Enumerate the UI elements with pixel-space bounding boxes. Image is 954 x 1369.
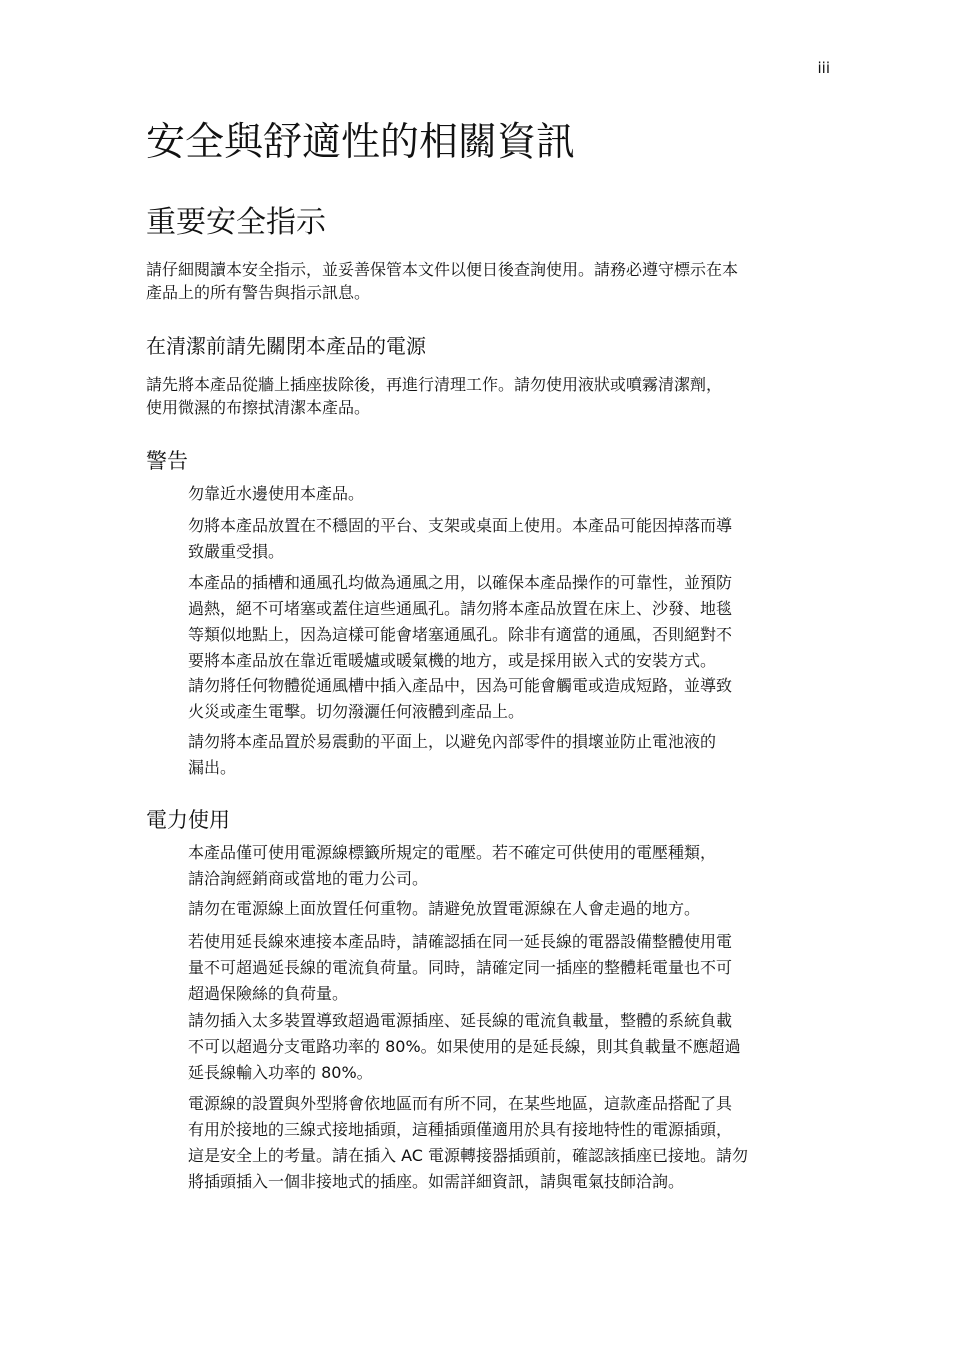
warning-line: 致嚴重受損。 — [188, 542, 285, 561]
warning-line: 要將本產品放在靠近電暖爐或暖氣機的地方，或是採用嵌入式的安裝方式。 — [188, 651, 717, 670]
power-line: 有用於接地的三線式接地插頭，這種插頭僅適用於具有接地特性的電源插頭， — [188, 1120, 733, 1139]
power-line: 請勿在電源線上面放置任何重物。請避免放置電源線在人會走過的地方。 — [188, 899, 701, 918]
power-item — [188, 840, 838, 892]
power-item — [188, 1091, 838, 1195]
section-title: 重要安全指示 — [146, 205, 326, 240]
intro-paragraph — [146, 258, 836, 304]
warning-line: 過熱，絕不可堵塞或蓋住這些通風孔。請勿將本產品放置在床上、沙發、地毯 — [188, 599, 733, 618]
warning-line: 本產品的插槽和通風孔均做為通風之用，以確保本產品操作的可靠性，並預防 — [188, 573, 733, 592]
power-item — [188, 896, 838, 922]
warning-line: 請勿將任何物體從通風槽中插入產品中，因為可能會觸電或造成短路，並導致 — [188, 676, 733, 695]
power-line: 不可以超過分支電路功率的 80%。如果使用的是延長線，則其負載量不應超過 — [188, 1037, 741, 1056]
warning-item — [188, 513, 838, 565]
cleaning-paragraph — [146, 373, 836, 419]
intro-line: 產品上的所有警告與指示訊息。 — [146, 283, 371, 302]
power-line: 延長線輸入功率的 80%。 — [188, 1063, 373, 1082]
power-line: 量不可超過延長線的電流負荷量。同時，請確定同一插座的整體耗電量也不可 — [188, 958, 733, 977]
power-item — [188, 1008, 838, 1086]
warning-line: 勿靠近水邊使用本產品。 — [188, 484, 365, 503]
intro-line: 請仔細閱讀本安全指示，並妥善保管本文件以便日後查詢使用。請務必遵守標示在本 — [146, 260, 739, 279]
document-title: 安全與舒適性的相關資訊 — [146, 120, 576, 165]
power-line: 本產品僅可使用電源線標籤所規定的電壓。若不確定可供使用的電壓種類， — [188, 843, 717, 862]
power-line: 若使用延長線來連接本產品時，請確認插在同一延長線的電器設備整體使用電 — [188, 932, 733, 951]
warning-heading: 警告 — [146, 449, 188, 473]
cleaning-line: 使用微濕的布擦拭清潔本產品。 — [146, 398, 371, 417]
warning-line: 火災或產生電擊。切勿潑灑任何液體到產品上。 — [188, 702, 525, 721]
power-line: 超過保險絲的負荷量。 — [188, 984, 349, 1003]
power-line: 請洽詢經銷商或當地的電力公司。 — [188, 869, 429, 888]
power-line: 電源線的設置與外型將會依地區而有所不同，在某些地區，這款產品搭配了具 — [188, 1094, 733, 1113]
warning-line: 請勿將本產品置於易震動的平面上，以避免內部零件的損壞並防止電池液的 — [188, 732, 717, 751]
power-line: 請勿插入太多裝置導致超過電源插座、延長線的電流負載量，整體的系統負載 — [188, 1011, 733, 1030]
warning-item — [188, 729, 838, 781]
cleaning-heading: 在清潔前請先關閉本產品的電源 — [146, 334, 426, 358]
warning-line: 勿將本產品放置在不穩固的平台、支架或桌面上使用。本產品可能因掉落而導 — [188, 516, 733, 535]
power-line: 將插頭插入一個非接地式的插座。如需詳細資訊，請與電氣技師洽詢。 — [188, 1172, 685, 1191]
page-number: iii — [817, 59, 830, 77]
power-item — [188, 929, 838, 1007]
power-line: 這是安全上的考量。請在插入 AC 電源轉接器插頭前，確認該插座已接地。請勿 — [188, 1146, 749, 1165]
warning-item — [188, 673, 838, 725]
warning-item — [188, 570, 838, 674]
power-heading: 電力使用 — [146, 808, 230, 832]
cleaning-line: 請先將本產品從牆上插座拔除後，再進行清理工作。請勿使用液狀或噴霧清潔劑， — [146, 375, 723, 394]
warning-line: 漏出。 — [188, 758, 237, 777]
warning-line: 等類似地點上，因為這樣可能會堵塞通風孔。除非有適當的通風，否則絕對不 — [188, 625, 733, 644]
warning-item — [188, 481, 838, 507]
